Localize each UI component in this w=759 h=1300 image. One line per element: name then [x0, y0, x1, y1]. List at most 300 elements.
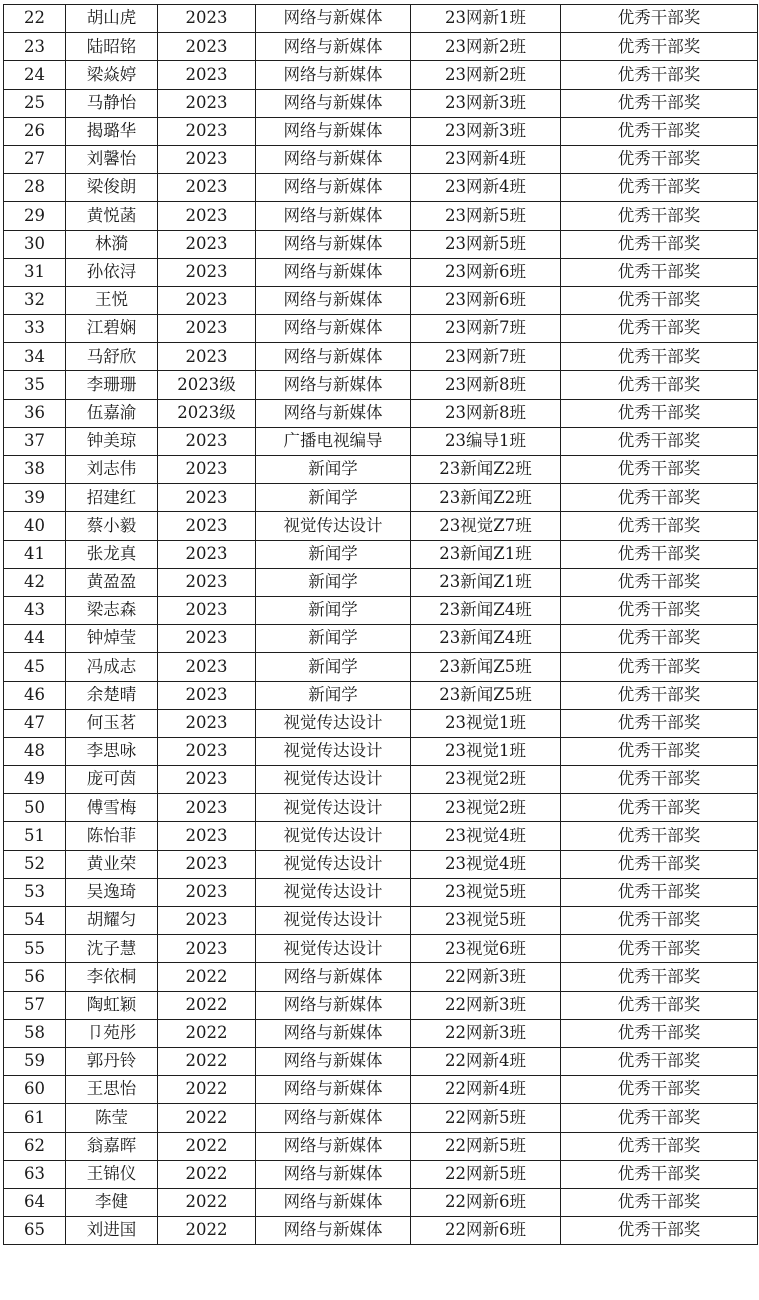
cell-number: 44: [4, 625, 66, 653]
cell-award: 优秀干部奖: [561, 963, 758, 991]
cell-name: 何玉茗: [66, 709, 158, 737]
cell-grade: 2022: [158, 1188, 256, 1216]
cell-major: 新闻学: [256, 596, 411, 624]
cell-number: 26: [4, 117, 66, 145]
cell-major: 视觉传达设计: [256, 512, 411, 540]
cell-major: 网络与新媒体: [256, 89, 411, 117]
cell-class: 22网新5班: [411, 1132, 561, 1160]
cell-number: 31: [4, 258, 66, 286]
cell-class: 22网新3班: [411, 991, 561, 1019]
cell-class: 23网新7班: [411, 315, 561, 343]
cell-award: 优秀干部奖: [561, 202, 758, 230]
cell-award: 优秀干部奖: [561, 484, 758, 512]
cell-name: 招建红: [66, 484, 158, 512]
cell-grade: 2023: [158, 202, 256, 230]
cell-grade: 2023: [158, 230, 256, 258]
table-row: [4, 145, 758, 173]
cell-major: 网络与新媒体: [256, 1217, 411, 1245]
cell-number: 34: [4, 343, 66, 371]
cell-award: 优秀干部奖: [561, 230, 758, 258]
table-body: [4, 5, 758, 1245]
cell-award: 优秀干部奖: [561, 1188, 758, 1216]
cell-name: 蔡小毅: [66, 512, 158, 540]
cell-major: 广播电视编导: [256, 427, 411, 455]
cell-class: 23网新5班: [411, 230, 561, 258]
cell-award: 优秀干部奖: [561, 822, 758, 850]
cell-class: 23视觉2班: [411, 766, 561, 794]
cell-award: 优秀干部奖: [561, 596, 758, 624]
cell-class: 23视觉1班: [411, 737, 561, 765]
cell-award: 优秀干部奖: [561, 5, 758, 33]
table-row: [4, 1047, 758, 1075]
cell-award: 优秀干部奖: [561, 766, 758, 794]
cell-name: 王锦仪: [66, 1160, 158, 1188]
cell-award: 优秀干部奖: [561, 907, 758, 935]
cell-award: 优秀干部奖: [561, 991, 758, 1019]
cell-major: 视觉传达设计: [256, 822, 411, 850]
cell-number: 24: [4, 61, 66, 89]
cell-class: 23新闻Z1班: [411, 540, 561, 568]
table-row: [4, 766, 758, 794]
cell-name: 梁俊朗: [66, 174, 158, 202]
cell-award: 优秀干部奖: [561, 1019, 758, 1047]
cell-number: 64: [4, 1188, 66, 1216]
cell-grade: 2023: [158, 258, 256, 286]
cell-grade: 2023: [158, 794, 256, 822]
cell-class: 23视觉4班: [411, 850, 561, 878]
table-row: [4, 794, 758, 822]
cell-grade: 2022: [158, 1019, 256, 1047]
cell-number: 43: [4, 596, 66, 624]
table-row: [4, 737, 758, 765]
cell-number: 57: [4, 991, 66, 1019]
cell-name: 胡耀匀: [66, 907, 158, 935]
cell-class: 22网新5班: [411, 1104, 561, 1132]
cell-number: 51: [4, 822, 66, 850]
cell-grade: 2023: [158, 625, 256, 653]
cell-award: 优秀干部奖: [561, 794, 758, 822]
cell-number: 39: [4, 484, 66, 512]
table-row: [4, 991, 758, 1019]
table-row: [4, 1188, 758, 1216]
cell-class: 23网新5班: [411, 202, 561, 230]
table-row: [4, 315, 758, 343]
table-row: [4, 596, 758, 624]
cell-name: 江碧娴: [66, 315, 158, 343]
cell-name: 沈子慧: [66, 935, 158, 963]
cell-class: 23网新4班: [411, 174, 561, 202]
cell-grade: 2023: [158, 907, 256, 935]
cell-name: 余楚晴: [66, 681, 158, 709]
cell-major: 网络与新媒体: [256, 1019, 411, 1047]
cell-major: 网络与新媒体: [256, 33, 411, 61]
cell-grade: 2023: [158, 766, 256, 794]
cell-class: 22网新3班: [411, 963, 561, 991]
table-row: [4, 1132, 758, 1160]
table-row: [4, 568, 758, 596]
cell-grade: 2023: [158, 33, 256, 61]
cell-grade: 2023: [158, 5, 256, 33]
award-list-table: [3, 4, 758, 1245]
cell-major: 视觉传达设计: [256, 794, 411, 822]
cell-major: 网络与新媒体: [256, 174, 411, 202]
cell-major: 视觉传达设计: [256, 709, 411, 737]
cell-class: 23视觉5班: [411, 907, 561, 935]
table-row: [4, 371, 758, 399]
cell-class: 23网新4班: [411, 145, 561, 173]
cell-major: 视觉传达设计: [256, 737, 411, 765]
cell-major: 网络与新媒体: [256, 399, 411, 427]
cell-class: 23视觉4班: [411, 822, 561, 850]
cell-grade: 2023: [158, 315, 256, 343]
cell-number: 35: [4, 371, 66, 399]
cell-number: 47: [4, 709, 66, 737]
cell-name: 张龙真: [66, 540, 158, 568]
table-row: [4, 709, 758, 737]
cell-award: 优秀干部奖: [561, 371, 758, 399]
cell-number: 45: [4, 653, 66, 681]
table-row: [4, 1019, 758, 1047]
table-row: [4, 681, 758, 709]
cell-number: 40: [4, 512, 66, 540]
cell-award: 优秀干部奖: [561, 1217, 758, 1245]
cell-award: 优秀干部奖: [561, 681, 758, 709]
cell-name: 黄悦菡: [66, 202, 158, 230]
cell-award: 优秀干部奖: [561, 653, 758, 681]
cell-grade: 2023: [158, 596, 256, 624]
cell-grade: 2022: [158, 1217, 256, 1245]
cell-major: 网络与新媒体: [256, 991, 411, 1019]
cell-class: 23网新8班: [411, 399, 561, 427]
cell-number: 60: [4, 1076, 66, 1104]
cell-number: 30: [4, 230, 66, 258]
cell-major: 新闻学: [256, 456, 411, 484]
cell-major: 新闻学: [256, 625, 411, 653]
cell-grade: 2023: [158, 484, 256, 512]
cell-number: 46: [4, 681, 66, 709]
cell-grade: 2023: [158, 286, 256, 314]
cell-name: 陶虹颖: [66, 991, 158, 1019]
cell-class: 23新闻Z4班: [411, 596, 561, 624]
table-row: [4, 878, 758, 906]
cell-grade: 2022: [158, 1104, 256, 1132]
cell-major: 网络与新媒体: [256, 1188, 411, 1216]
cell-class: 23网新3班: [411, 89, 561, 117]
cell-number: 38: [4, 456, 66, 484]
table-row: [4, 286, 758, 314]
cell-name: 揭璐华: [66, 117, 158, 145]
cell-award: 优秀干部奖: [561, 625, 758, 653]
cell-major: 网络与新媒体: [256, 1132, 411, 1160]
table-row: [4, 174, 758, 202]
cell-award: 优秀干部奖: [561, 1076, 758, 1104]
cell-award: 优秀干部奖: [561, 33, 758, 61]
cell-grade: 2023: [158, 145, 256, 173]
cell-name: 林漪: [66, 230, 158, 258]
cell-grade: 2023: [158, 681, 256, 709]
cell-award: 优秀干部奖: [561, 1160, 758, 1188]
cell-name: 李依桐: [66, 963, 158, 991]
cell-major: 视觉传达设计: [256, 766, 411, 794]
cell-number: 53: [4, 878, 66, 906]
cell-award: 优秀干部奖: [561, 1104, 758, 1132]
cell-name: 梁志森: [66, 596, 158, 624]
cell-major: 网络与新媒体: [256, 145, 411, 173]
cell-award: 优秀干部奖: [561, 427, 758, 455]
cell-name: 刘馨怡: [66, 145, 158, 173]
cell-number: 49: [4, 766, 66, 794]
cell-major: 网络与新媒体: [256, 1104, 411, 1132]
cell-major: 新闻学: [256, 653, 411, 681]
cell-number: 65: [4, 1217, 66, 1245]
cell-award: 优秀干部奖: [561, 89, 758, 117]
cell-name: 刘进国: [66, 1217, 158, 1245]
cell-award: 优秀干部奖: [561, 709, 758, 737]
cell-grade: 2022: [158, 1076, 256, 1104]
cell-number: 54: [4, 907, 66, 935]
cell-major: 网络与新媒体: [256, 286, 411, 314]
cell-number: 25: [4, 89, 66, 117]
cell-award: 优秀干部奖: [561, 456, 758, 484]
table-row: [4, 427, 758, 455]
cell-number: 55: [4, 935, 66, 963]
cell-class: 23新闻Z4班: [411, 625, 561, 653]
cell-grade: 2023: [158, 737, 256, 765]
table-row: [4, 512, 758, 540]
table-row: [4, 484, 758, 512]
cell-name: 郭丹铃: [66, 1047, 158, 1075]
cell-number: 48: [4, 737, 66, 765]
table-row: [4, 625, 758, 653]
cell-award: 优秀干部奖: [561, 850, 758, 878]
cell-major: 网络与新媒体: [256, 963, 411, 991]
cell-major: 网络与新媒体: [256, 258, 411, 286]
cell-class: 22网新6班: [411, 1217, 561, 1245]
cell-grade: 2023: [158, 935, 256, 963]
cell-class: 23网新7班: [411, 343, 561, 371]
cell-grade: 2023级: [158, 371, 256, 399]
cell-number: 58: [4, 1019, 66, 1047]
cell-major: 网络与新媒体: [256, 61, 411, 89]
table-row: [4, 33, 758, 61]
cell-award: 优秀干部奖: [561, 343, 758, 371]
table-row: [4, 1076, 758, 1104]
cell-major: 新闻学: [256, 540, 411, 568]
cell-class: 23网新6班: [411, 286, 561, 314]
cell-class: 22网新4班: [411, 1076, 561, 1104]
table-row: [4, 117, 758, 145]
cell-award: 优秀干部奖: [561, 61, 758, 89]
cell-name: 黄业荣: [66, 850, 158, 878]
cell-grade: 2023: [158, 822, 256, 850]
cell-award: 优秀干部奖: [561, 737, 758, 765]
table-row: [4, 822, 758, 850]
cell-class: 23编导1班: [411, 427, 561, 455]
cell-class: 23网新2班: [411, 33, 561, 61]
cell-award: 优秀干部奖: [561, 145, 758, 173]
cell-grade: 2023: [158, 709, 256, 737]
cell-major: 网络与新媒体: [256, 343, 411, 371]
cell-grade: 2023: [158, 174, 256, 202]
cell-number: 62: [4, 1132, 66, 1160]
cell-major: 视觉传达设计: [256, 935, 411, 963]
cell-number: 37: [4, 427, 66, 455]
cell-grade: 2023: [158, 117, 256, 145]
cell-class: 23新闻Z5班: [411, 681, 561, 709]
table-row: [4, 399, 758, 427]
cell-number: 36: [4, 399, 66, 427]
cell-grade: 2023: [158, 89, 256, 117]
cell-name: 李珊珊: [66, 371, 158, 399]
cell-number: 23: [4, 33, 66, 61]
cell-class: 23网新8班: [411, 371, 561, 399]
cell-name: 吴逸琦: [66, 878, 158, 906]
cell-award: 优秀干部奖: [561, 174, 758, 202]
cell-major: 视觉传达设计: [256, 878, 411, 906]
cell-award: 优秀干部奖: [561, 568, 758, 596]
cell-number: 41: [4, 540, 66, 568]
cell-number: 29: [4, 202, 66, 230]
cell-major: 网络与新媒体: [256, 371, 411, 399]
cell-major: 网络与新媒体: [256, 230, 411, 258]
table-row: [4, 1217, 758, 1245]
cell-award: 优秀干部奖: [561, 286, 758, 314]
cell-grade: 2023: [158, 653, 256, 681]
cell-class: 22网新5班: [411, 1160, 561, 1188]
table-row: [4, 456, 758, 484]
table-row: [4, 850, 758, 878]
cell-major: 网络与新媒体: [256, 315, 411, 343]
cell-number: 42: [4, 568, 66, 596]
cell-class: 23新闻Z2班: [411, 456, 561, 484]
cell-grade: 2023: [158, 878, 256, 906]
cell-grade: 2023级: [158, 399, 256, 427]
cell-class: 23网新3班: [411, 117, 561, 145]
cell-award: 优秀干部奖: [561, 117, 758, 145]
cell-award: 优秀干部奖: [561, 315, 758, 343]
cell-class: 23网新6班: [411, 258, 561, 286]
cell-name: 马静怡: [66, 89, 158, 117]
cell-major: 网络与新媒体: [256, 1160, 411, 1188]
cell-name: 刘志伟: [66, 456, 158, 484]
cell-award: 优秀干部奖: [561, 935, 758, 963]
cell-grade: 2022: [158, 963, 256, 991]
cell-number: 32: [4, 286, 66, 314]
cell-number: 52: [4, 850, 66, 878]
cell-grade: 2023: [158, 512, 256, 540]
cell-name: 王思怡: [66, 1076, 158, 1104]
cell-name: 胡山虎: [66, 5, 158, 33]
cell-number: 59: [4, 1047, 66, 1075]
cell-grade: 2023: [158, 456, 256, 484]
cell-number: 33: [4, 315, 66, 343]
cell-award: 优秀干部奖: [561, 1047, 758, 1075]
cell-name: 卩苑彤: [66, 1019, 158, 1047]
cell-name: 冯成志: [66, 653, 158, 681]
cell-name: 伍嘉渝: [66, 399, 158, 427]
cell-award: 优秀干部奖: [561, 1132, 758, 1160]
cell-grade: 2023: [158, 427, 256, 455]
cell-major: 视觉传达设计: [256, 907, 411, 935]
cell-name: 钟美琼: [66, 427, 158, 455]
cell-award: 优秀干部奖: [561, 258, 758, 286]
table-row: [4, 202, 758, 230]
cell-number: 50: [4, 794, 66, 822]
cell-class: 22网新4班: [411, 1047, 561, 1075]
cell-class: 23网新1班: [411, 5, 561, 33]
cell-class: 23视觉2班: [411, 794, 561, 822]
cell-award: 优秀干部奖: [561, 878, 758, 906]
table-row: [4, 343, 758, 371]
cell-class: 23网新2班: [411, 61, 561, 89]
cell-name: 李健: [66, 1188, 158, 1216]
cell-major: 网络与新媒体: [256, 202, 411, 230]
cell-class: 23视觉Z7班: [411, 512, 561, 540]
cell-name: 梁焱婷: [66, 61, 158, 89]
table-row: [4, 935, 758, 963]
cell-name: 翁嘉晖: [66, 1132, 158, 1160]
cell-class: 22网新3班: [411, 1019, 561, 1047]
cell-grade: 2022: [158, 1132, 256, 1160]
cell-name: 陈莹: [66, 1104, 158, 1132]
table-row: [4, 907, 758, 935]
table-row: [4, 963, 758, 991]
cell-number: 27: [4, 145, 66, 173]
table-row: [4, 1160, 758, 1188]
cell-major: 网络与新媒体: [256, 1076, 411, 1104]
cell-major: 网络与新媒体: [256, 5, 411, 33]
cell-number: 56: [4, 963, 66, 991]
cell-class: 23视觉5班: [411, 878, 561, 906]
table-row: [4, 653, 758, 681]
cell-class: 23新闻Z5班: [411, 653, 561, 681]
cell-award: 优秀干部奖: [561, 399, 758, 427]
cell-grade: 2023: [158, 568, 256, 596]
cell-major: 新闻学: [256, 484, 411, 512]
cell-class: 23新闻Z1班: [411, 568, 561, 596]
cell-name: 陆昭铭: [66, 33, 158, 61]
table-row: [4, 230, 758, 258]
cell-name: 陈怡菲: [66, 822, 158, 850]
cell-class: 23视觉6班: [411, 935, 561, 963]
table-row: [4, 61, 758, 89]
cell-major: 新闻学: [256, 568, 411, 596]
cell-grade: 2022: [158, 991, 256, 1019]
cell-major: 网络与新媒体: [256, 1047, 411, 1075]
cell-number: 61: [4, 1104, 66, 1132]
table-row: [4, 1104, 758, 1132]
cell-name: 李思咏: [66, 737, 158, 765]
cell-grade: 2022: [158, 1047, 256, 1075]
cell-grade: 2023: [158, 343, 256, 371]
cell-grade: 2022: [158, 1160, 256, 1188]
cell-major: 视觉传达设计: [256, 850, 411, 878]
cell-name: 马舒欣: [66, 343, 158, 371]
cell-class: 22网新6班: [411, 1188, 561, 1216]
cell-class: 23新闻Z2班: [411, 484, 561, 512]
cell-major: 网络与新媒体: [256, 117, 411, 145]
table-row: [4, 89, 758, 117]
cell-number: 28: [4, 174, 66, 202]
table-row: [4, 258, 758, 286]
cell-award: 优秀干部奖: [561, 540, 758, 568]
cell-award: 优秀干部奖: [561, 512, 758, 540]
cell-class: 23视觉1班: [411, 709, 561, 737]
cell-name: 孙依浔: [66, 258, 158, 286]
cell-grade: 2023: [158, 540, 256, 568]
cell-name: 傅雪梅: [66, 794, 158, 822]
cell-name: 王悦: [66, 286, 158, 314]
